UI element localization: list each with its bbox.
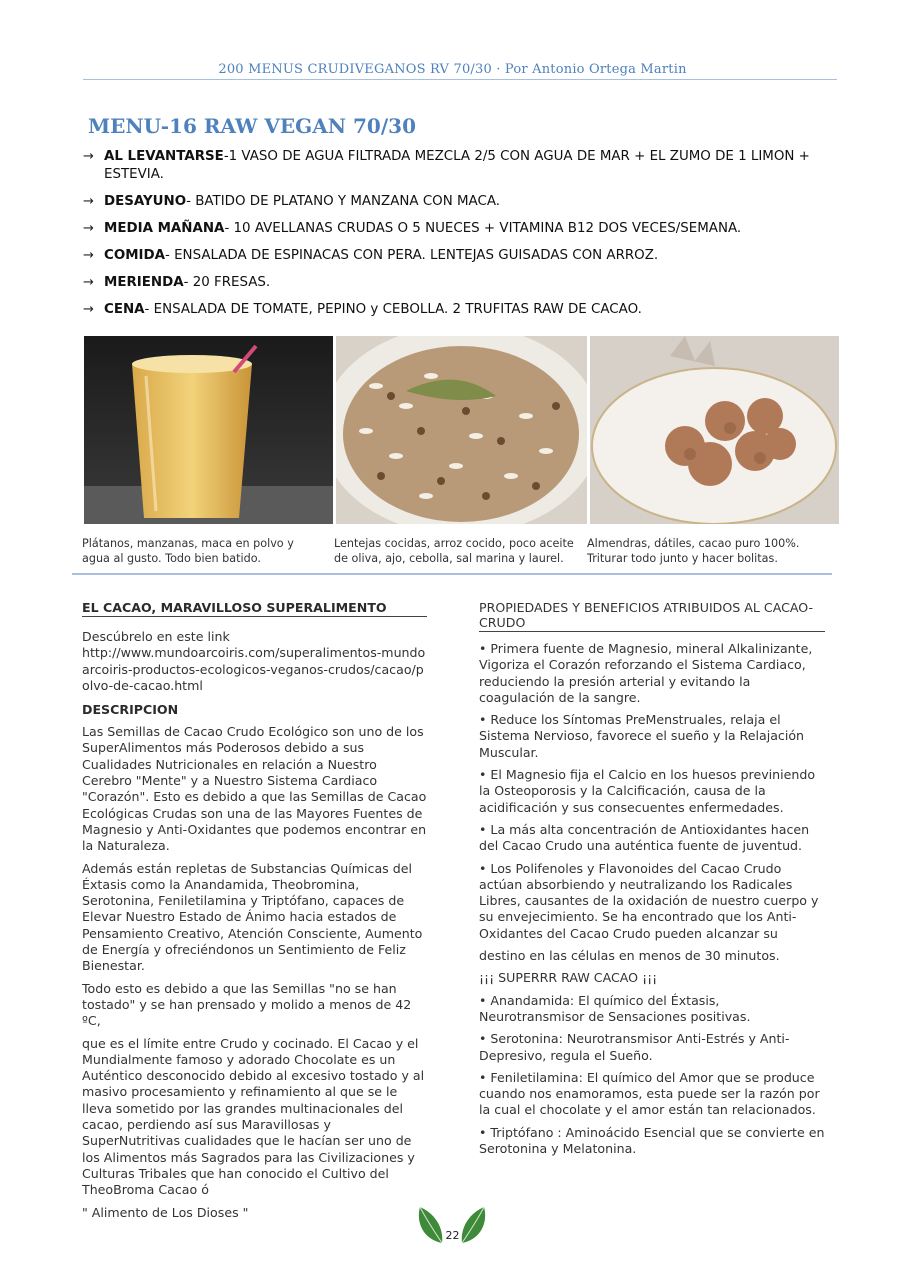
- cacao-link[interactable]: http://www.mundoarcoiris.com/superalimentos-mundoarcoiris-productos-ecologicos-veganos-crudos/cacao/polvo-de-cacao.html: [82, 645, 426, 693]
- cacao-article: [82, 600, 427, 1227]
- benefits-heading: PROPIEDADES Y BENEFICIOS ATRIBUIDOS AL CACAO-CRUDO: [479, 600, 825, 632]
- meal-label: COMIDA: [104, 248, 165, 263]
- substance-item: • Feniletilamina: El químico del Amor que se produce cuando nos enamoramos, esta puede ser la razón por la cual el chocolate y el amor están tan relacionados.: [479, 1069, 820, 1118]
- meal-description: - 10 AVELLANAS CRUDAS O 5 NUECES + VITAMINA B12 DOS VECES/SEMANA.: [224, 221, 742, 236]
- header-divider: [83, 79, 837, 80]
- menu-item-media-manana: [83, 220, 823, 238]
- cacao-heading: EL CACAO, MARAVILLOSO SUPERALIMENTO: [82, 600, 427, 617]
- meal-description: - ENSALADA DE TOMATE, PEPINO y CEBOLLA. 2 TRUFITAS RAW DE CACAO.: [144, 302, 642, 317]
- meal-label: CENA: [104, 302, 145, 317]
- benefit-item: • La más alta concentración de Antioxidantes hacen del Cacao Crudo una auténtica fuente de juventud.: [479, 821, 810, 854]
- benefits-section: [479, 600, 825, 1163]
- lentils-rice-photo: [336, 336, 587, 524]
- menu-item-desayuno: [83, 193, 823, 211]
- arrow-icon: →: [83, 302, 94, 317]
- substance-item: • Anandamida: El químico del Éxtasis, Neurotransmisor de Sensaciones positivas.: [479, 992, 751, 1024]
- meal-label: AL LEVANTARSE: [104, 149, 224, 164]
- menu-list: [83, 148, 823, 328]
- substance-item: • Triptófano : Aminoácido Esencial que se convierte en Serotonina y Melatonina.: [479, 1124, 825, 1157]
- menu-item-comida: [83, 247, 823, 265]
- benefit-item: • Primera fuente de Magnesio, mineral Alkalinizante, Vigoriza el Corazón reforzando el Sistema Cardiaco, reduciendo la presión arterial y evitando la coagulación de la sangre.: [479, 641, 813, 705]
- menu-item-merienda: [83, 274, 823, 292]
- smoothie-photo: [84, 336, 333, 524]
- meal-label: MEDIA MAÑANA: [104, 221, 225, 236]
- menu-title: MENU-16 RAW VEGAN 70/30: [88, 114, 416, 138]
- description-paragraph: Todo esto es debido a que las Semillas "no se han tostado" y se han prensado y molido a menos de 42 ºC,: [82, 980, 412, 1029]
- menu-item-al-levantarse: [83, 148, 823, 184]
- meal-label: DESAYUNO: [104, 194, 187, 209]
- arrow-icon: →: [83, 275, 94, 290]
- benefit-item: destino en las células en menos de 30 minutos.: [479, 948, 780, 964]
- truffles-caption: Almendras, dátiles, cacao puro 100%. Triturar todo junto y hacer bolitas.: [587, 537, 800, 565]
- description-paragraph: Las Semillas de Cacao Crudo Ecológico son uno de los SuperAlimentos más Poderosos debido a sus Cualidades Nutricionales en relación a Nuestro Cerebro "Mente" y a Nuestro Sistema Cardiaco "Corazón". Esto es debido a que las Semillas de Cacao Ecológicas Crudas son una de las Mayores Fuentes de Magnesio y Anti-Oxidantes que podemos encontrar en la Naturaleza.: [82, 724, 427, 854]
- cacao-truffles-photo: [590, 336, 839, 524]
- section-divider: [72, 573, 832, 575]
- meal-description: - 20 FRESAS.: [183, 275, 271, 290]
- running-header: 200 MENUS CRUDIVEGANOS RV 70/30 · Por Antonio Ortega Martin: [218, 62, 687, 77]
- meal-description: - BATIDO DE PLATANO Y MANZANA CON MACA.: [186, 194, 500, 209]
- description-paragraph: " Alimento de Los Dioses ": [82, 1204, 249, 1220]
- smoothie-caption: Plátanos, manzanas, maca en polvo y agua al gusto. Todo bien batido.: [82, 537, 294, 565]
- lentils-caption: Lentejas cocidas, arroz cocido, poco aceite de oliva, ajo, cebolla, sal marina y laurel.: [334, 537, 574, 565]
- meal-description: - ENSALADA DE ESPINACAS CON PERA. LENTEJAS GUISADAS CON ARROZ.: [165, 248, 659, 263]
- arrow-icon: →: [83, 149, 94, 164]
- link-intro: Descúbrelo en este link: [82, 629, 230, 644]
- page-number: 22: [445, 1229, 460, 1242]
- substance-item: • Serotonina: Neurotransmisor Anti-Estrés y Anti-Depresivo, regula el Sueño.: [479, 1031, 790, 1063]
- arrow-icon: →: [83, 194, 94, 209]
- description-paragraph: que es el límite entre Crudo y cocinado. El Cacao y el Mundialmente famoso y adorado Chocolate es un Auténtico desconocido debido al excesivo tostado y al masivo procesamiento y refinamiento al que se le lleva sometido por las grandes multinacionales del cacao, perdiendo así sus Maravillosas y SuperNutritivas cualidades que le hacían ser uno de los Alimentos más Sagrados para las Civilizaciones y Culturas Tribales que han conocido el Cultivo del TheoBroma Cacao ó: [82, 1035, 425, 1198]
- menu-item-cena: [83, 301, 823, 319]
- arrow-icon: →: [83, 221, 94, 236]
- description-heading: DESCRIPCION: [82, 702, 179, 718]
- raw-cacao-subheading: ¡¡¡ SUPERRR RAW CACAO ¡¡¡: [479, 970, 658, 986]
- benefit-item: • El Magnesio fija el Calcio en los huesos previniendo la Osteoporosis y la Calcificación, causa de la acidificación y sus consecuentes enfermedades.: [479, 767, 816, 815]
- arrow-icon: →: [83, 248, 94, 263]
- description-paragraph: Además están repletas de Substancias Químicas del Éxtasis como la Anandamida, Theobromina, Serotonina, Feniletilamina y Triptófano, capaces de Elevar Nuestro Estado de Ánimo hacia estados de Pensamiento Creativo, Atención Consciente, Aumento de Energía y ofreciéndonos un Sentimiento de Feliz Bienestar.: [82, 860, 423, 974]
- meal-description: -1 VASO DE AGUA FILTRADA MEZCLA 2/5 CON AGUA DE MAR + EL ZUMO DE 1 LIMON + ESTEVIA.: [104, 149, 810, 182]
- benefit-item: • Reduce los Síntomas PreMenstruales, relaja el Sistema Nervioso, favorece el sueño y la Relajación Muscular.: [479, 712, 805, 760]
- meal-label: MERIENDA: [104, 275, 184, 290]
- benefit-item: • Los Polifenoles y Flavonoides del Cacao Crudo actúan absorbiendo y neutralizando los Radicales Libres, causantes de la oxidación de nuestro cuerpo y su envejecimiento. Se ha encontrado que los Anti-Oxidantes del Cacao Crudo pueden alcanzar su: [479, 860, 819, 941]
